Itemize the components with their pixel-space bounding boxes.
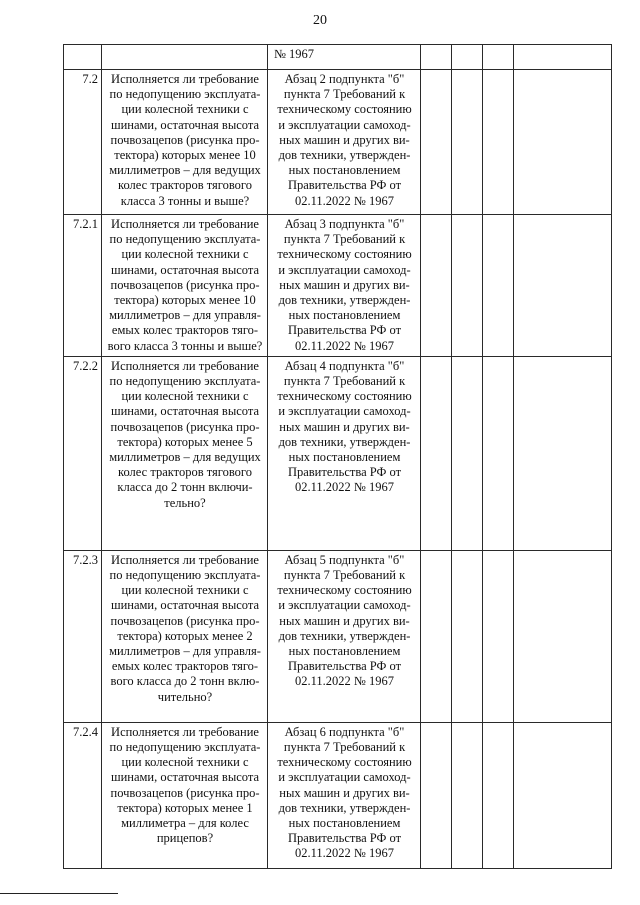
- basis-line: ных постановлением: [288, 644, 401, 659]
- cell-number: 7.2.2: [64, 356, 102, 550]
- basis-line: 02.11.2022 № 1967: [295, 338, 394, 353]
- basis-line: дов техники, утвержден-: [278, 434, 411, 449]
- question-line: емых колес тракторов тяго-: [111, 323, 259, 338]
- cell-legal-basis: [268, 356, 421, 550]
- question-line: ции колесной техники с: [121, 102, 249, 117]
- cell-mark-na: [483, 45, 514, 70]
- basis-line: дов техники, утвержден-: [278, 628, 411, 643]
- cell-mark-no: [452, 722, 483, 868]
- table-row: [64, 70, 612, 215]
- question-line: почвозацепов (рисунка про-: [110, 419, 260, 434]
- question-line: ции колесной техники с: [121, 583, 249, 598]
- question-line: миллиметров – для ведущих: [109, 450, 261, 465]
- cell-question: [102, 215, 268, 357]
- question-line: чительно?: [157, 689, 213, 704]
- cell-question: [102, 70, 268, 215]
- question-line: ции колесной техники с: [121, 389, 249, 404]
- basis-line: Абзац 4 подпункта "б": [284, 358, 405, 373]
- basis-line: Абзац 6 подпункта "б": [284, 724, 405, 739]
- basis-line: пункта 7 Требований к: [283, 87, 406, 102]
- cell-mark-no: [452, 70, 483, 215]
- cell-mark-yes: [421, 70, 452, 215]
- cell-number: 7.2: [64, 70, 102, 215]
- cell-mark-yes: [421, 215, 452, 357]
- question-line: тектора) которых менее 2: [117, 628, 253, 643]
- basis-line: техническому состоянию: [277, 247, 412, 262]
- question-line: Исполняется ли требование: [111, 358, 259, 373]
- requirements-table: [63, 44, 612, 869]
- cell-mark-no: [452, 550, 483, 722]
- question-line: ции колесной техники с: [121, 755, 249, 770]
- question-line: шинами, остаточная высота: [110, 404, 260, 419]
- cell-number: 7.2.4: [64, 722, 102, 868]
- question-line: вого класса 3 тонны и выше?: [107, 338, 263, 353]
- table-row: [64, 215, 612, 357]
- basis-line: и эксплуатации самоход-: [278, 404, 411, 419]
- question-line: тектора) которых менее 5: [117, 434, 253, 449]
- basis-line: дов техники, утвержден-: [278, 293, 411, 308]
- cell-legal-basis: [268, 550, 421, 722]
- cell-question: [102, 550, 268, 722]
- question-line: Исполняется ли требование: [111, 724, 259, 739]
- table-row: [64, 356, 612, 550]
- basis-line: пункта 7 Требований к: [283, 374, 406, 389]
- question-line: почвозацепов (рисунка про-: [110, 132, 260, 147]
- basis-line: Правительства РФ от: [287, 831, 402, 846]
- cell-mark-no: [452, 356, 483, 550]
- cell-question: [102, 722, 268, 868]
- cell-mark-yes: [421, 45, 452, 70]
- question-line: по недопущению эксплуата-: [109, 740, 261, 755]
- question-line: миллиметров – для управля-: [109, 644, 261, 659]
- question-line: емых колес тракторов тяго-: [111, 659, 259, 674]
- cell-mark-yes: [421, 550, 452, 722]
- question-line: Исполняется ли требование: [111, 217, 259, 231]
- cell-legal-basis: [268, 215, 421, 357]
- cell-legal-basis: [268, 722, 421, 868]
- question-line: тектора) которых менее 1: [117, 800, 253, 815]
- page-number: 20: [313, 13, 327, 28]
- basis-line: дов техники, утвержден-: [278, 148, 411, 163]
- cell-note: [514, 722, 612, 868]
- basis-line: техническому состоянию: [277, 583, 412, 598]
- cell-mark-na: [483, 722, 514, 868]
- basis-line: Правительства РФ от: [287, 323, 402, 338]
- question-line: Исполняется ли требование: [111, 552, 259, 567]
- basis-line: и эксплуатации самоход-: [278, 117, 411, 132]
- basis-line: и эксплуатации самоход-: [278, 770, 411, 785]
- basis-line: ных машин и других ви-: [279, 277, 410, 292]
- basis-line: пункта 7 Требований к: [283, 740, 406, 755]
- basis-line: техническому состоянию: [277, 755, 412, 770]
- basis-line: и эксплуатации самоход-: [278, 598, 411, 613]
- basis-line: дов техники, утвержден-: [278, 800, 411, 815]
- basis-line: техническому состоянию: [277, 102, 412, 117]
- question-line: шинами, остаточная высота: [110, 598, 260, 613]
- cell-number: [64, 45, 102, 70]
- cell-legal-basis: [268, 70, 421, 215]
- question-line: колес тракторов тягового: [118, 178, 252, 193]
- basis-line: и эксплуатации самоход-: [278, 262, 411, 277]
- cell-mark-yes: [421, 722, 452, 868]
- question-line: миллиметров – для ведущих: [109, 163, 261, 178]
- cell-mark-na: [483, 356, 514, 550]
- question-line: миллиметра – для колес: [121, 816, 249, 831]
- cell-legal-basis: № 1967: [268, 45, 421, 70]
- cell-mark-na: [483, 70, 514, 215]
- cell-mark-no: [452, 215, 483, 357]
- cell-number: 7.2.1: [64, 215, 102, 357]
- basis-line: Правительства РФ от: [287, 178, 402, 193]
- question-line: по недопущению эксплуата-: [109, 232, 261, 247]
- cell-note: [514, 45, 612, 70]
- question-line: класса до 2 тонн включи-: [117, 480, 253, 495]
- basis-line: ных постановлением: [288, 816, 401, 831]
- basis-line: ных постановлением: [288, 163, 401, 178]
- basis-line: 02.11.2022 № 1967: [295, 193, 394, 208]
- question-line: шинами, остаточная высота: [110, 262, 260, 277]
- question-line: шинами, остаточная высота: [110, 117, 260, 132]
- table-row: [64, 550, 612, 722]
- cell-note: [514, 215, 612, 357]
- cell-mark-na: [483, 215, 514, 357]
- table-row-continuation: [64, 45, 612, 70]
- question-line: шинами, остаточная высота: [110, 770, 260, 785]
- question-line: тектора) которых менее 10: [114, 293, 256, 308]
- cell-mark-na: [483, 550, 514, 722]
- basis-line: ных постановлением: [288, 308, 401, 323]
- question-line: колес тракторов тягового: [118, 465, 252, 480]
- basis-line: ных машин и других ви-: [279, 613, 410, 628]
- table-row: [64, 722, 612, 868]
- question-line: почвозацепов (рисунка про-: [110, 785, 260, 800]
- footnote-rule: [0, 893, 118, 894]
- basis-line: пункта 7 Требований к: [283, 232, 406, 247]
- cell-note: [514, 550, 612, 722]
- basis-line: ных машин и других ви-: [279, 132, 410, 147]
- question-line: почвозацепов (рисунка про-: [110, 277, 260, 292]
- basis-line: ных постановлением: [288, 450, 401, 465]
- question-line: почвозацепов (рисунка про-: [110, 613, 260, 628]
- question-line: по недопущению эксплуата-: [109, 374, 261, 389]
- question-line: по недопущению эксплуата-: [109, 87, 261, 102]
- basis-line: ных машин и других ви-: [279, 785, 410, 800]
- cell-mark-no: [452, 45, 483, 70]
- question-line: вого класса до 2 тонн вклю-: [110, 674, 260, 689]
- cell-note: [514, 70, 612, 215]
- question-line: Исполняется ли требование: [111, 72, 259, 86]
- basis-line: Правительства РФ от: [287, 659, 402, 674]
- cell-note: [514, 356, 612, 550]
- basis-line: Абзац 2 подпункта "б": [284, 72, 405, 86]
- basis-line: 02.11.2022 № 1967: [295, 674, 394, 689]
- basis-line: 02.11.2022 № 1967: [295, 480, 394, 495]
- question-line: ции колесной техники с: [121, 247, 249, 262]
- question-line: по недопущению эксплуата-: [109, 568, 261, 583]
- question-line: миллиметров – для управля-: [109, 308, 261, 323]
- basis-line: ных машин и других ви-: [279, 419, 410, 434]
- cell-question: [102, 356, 268, 550]
- question-line: класса 3 тонны и выше?: [120, 193, 250, 208]
- basis-line: Правительства РФ от: [287, 465, 402, 480]
- basis-line: Абзац 5 подпункта "б": [284, 552, 405, 567]
- cell-mark-yes: [421, 356, 452, 550]
- question-line: прицепов?: [156, 831, 214, 846]
- basis-line: техническому состоянию: [277, 389, 412, 404]
- question-line: тектора) которых менее 10: [114, 148, 256, 163]
- cell-number: 7.2.3: [64, 550, 102, 722]
- basis-line: Абзац 3 подпункта "б": [284, 217, 405, 231]
- question-line: тельно?: [164, 495, 206, 510]
- basis-line: 02.11.2022 № 1967: [295, 846, 394, 861]
- basis-line: пункта 7 Требований к: [283, 568, 406, 583]
- cell-question: [102, 45, 268, 70]
